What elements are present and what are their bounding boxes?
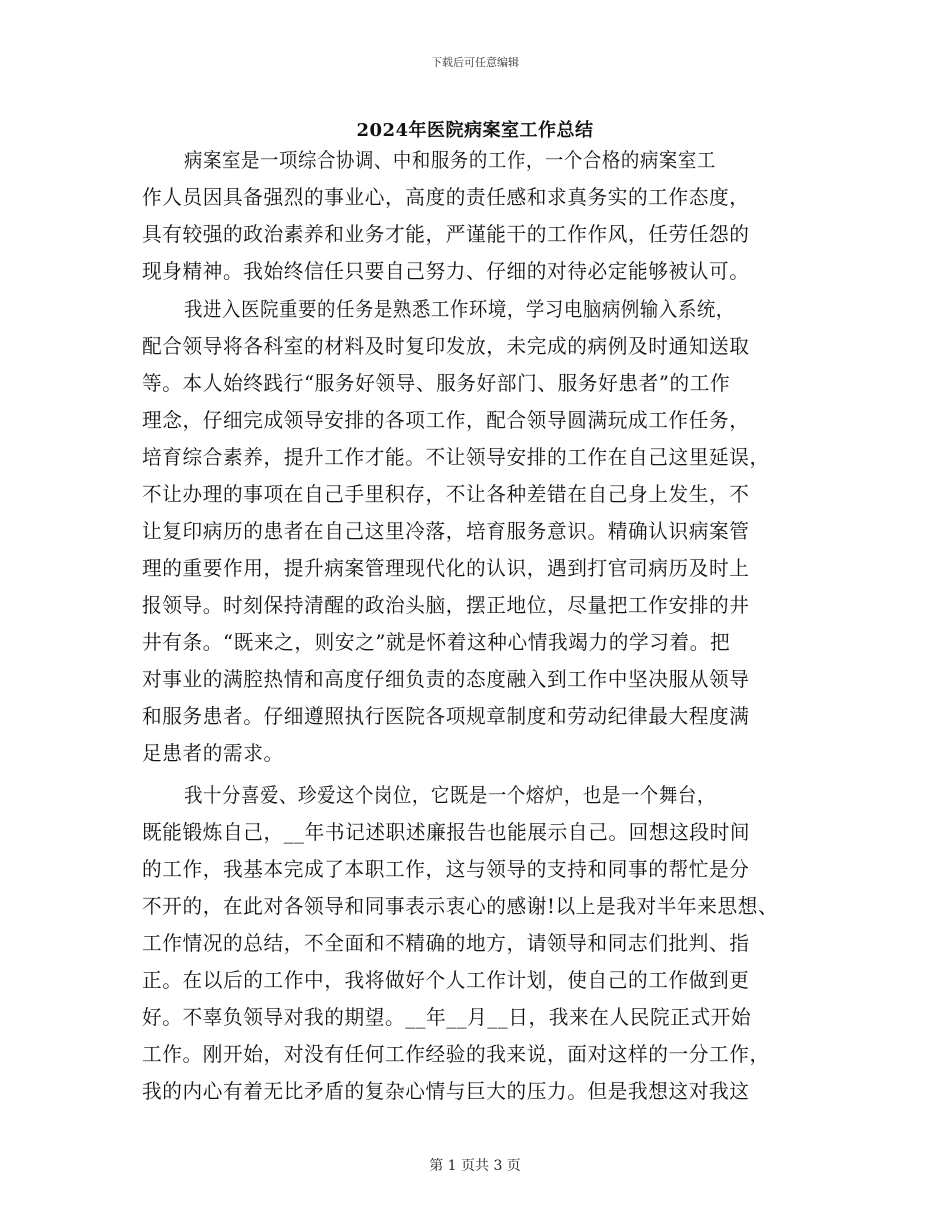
body-line-18: 我十分喜爱、珍爱这个岗位，它既是一个熔炉，也是一个舞台， — [184, 783, 716, 807]
body-line-22: 工作情况的总结，不全面和不精确的地方，请领导和同志们批判、指 — [142, 931, 750, 955]
body-line-14: 井有条。“既来之，则安之”就是怀着这种心情我竭力的学习着。把 — [142, 630, 731, 654]
body-line-20: 的工作，我基本完成了本职工作，这与领导的支持和同事的帮忙是分 — [142, 857, 750, 881]
body-line-17: 足患者的需求。 — [142, 741, 284, 765]
body-line-16: 和服务患者。仔细遵照执行医院各项规章制度和劳动纪律最大程度满 — [142, 704, 750, 728]
body-line-8: 理念，仔细完成领导安排的各项工作，配合领导圆满玩成工作任务， — [142, 408, 750, 432]
body-line-23: 正。在以后的工作中，我将做好个人工作计划，使自己的工作做到更 — [142, 968, 750, 992]
body-line-5: 我进入医院重要的任务是熟悉工作环境，学习电脑病例输入系统， — [184, 297, 735, 321]
body-line-3: 具有较强的政治素养和业务才能，严谨能干的工作作风，任劳任怨的 — [142, 222, 750, 246]
body-line-4: 现身精神。我始终信任只要自己努力、仔细的对待必定能够被认可。 — [142, 259, 750, 283]
body-line-15: 对事业的满腔热情和高度仔细负责的态度融入到工作中坚决服从领导 — [142, 667, 750, 691]
body-line-19: 既能锻炼自己，__年书记述职述廉报告也能展示自己。回想这段时间 — [142, 820, 751, 844]
body-line-2: 作人员因具备强烈的事业心，高度的责任感和求真务实的工作态度， — [142, 185, 750, 209]
body-line-21: 不开的，在此对各领导和同事表示衷心的感谢!以上是我对半年来思想、 — [142, 894, 779, 918]
body-line-6: 配合领导将各科室的材料及时复印发放，未完成的病例及时通知送取 — [142, 334, 750, 358]
body-line-10: 不让办理的事项在自己手里积存，不让各种差错在自己身上发生，不 — [142, 482, 750, 506]
body-line-7: 等。本人始终践行“服务好领导、服务好部门、服务好患者”的工作 — [142, 371, 731, 395]
body-line-9: 培育综合素养，提升工作才能。不让领导安排的工作在自己这里延误， — [142, 445, 770, 469]
page-footer: 第 1 页共 3 页 — [429, 1158, 521, 1174]
body-line-1: 病案室是一项综合协调、中和服务的工作，一个合格的病案室工 — [184, 148, 716, 172]
header-note: 下载后可任意编辑 — [431, 56, 519, 69]
body-line-25: 工作。刚开始，对没有任何工作经验的我来说，面对这样的一分工作， — [142, 1042, 770, 1066]
body-line-13: 报领导。时刻保持清醒的政治头脑，摆正地位，尽量把工作安排的井 — [142, 593, 750, 617]
body-line-26: 我的内心有着无比矛盾的复杂心情与巨大的压力。但是我想这对我这 — [142, 1079, 750, 1103]
document-title: 2024年医院病案室工作总结 — [356, 120, 594, 141]
body-line-24: 好。不辜负领导对我的期望。__年__月__日，我来在人民院正式开始 — [142, 1005, 752, 1029]
body-line-12: 理的重要作用，提升病案管理现代化的认识，遇到打官司病历及时上 — [142, 556, 750, 580]
body-line-11: 让复印病历的患者在自己这里冷落，培育服务意识。精确认识病案管 — [142, 519, 750, 543]
